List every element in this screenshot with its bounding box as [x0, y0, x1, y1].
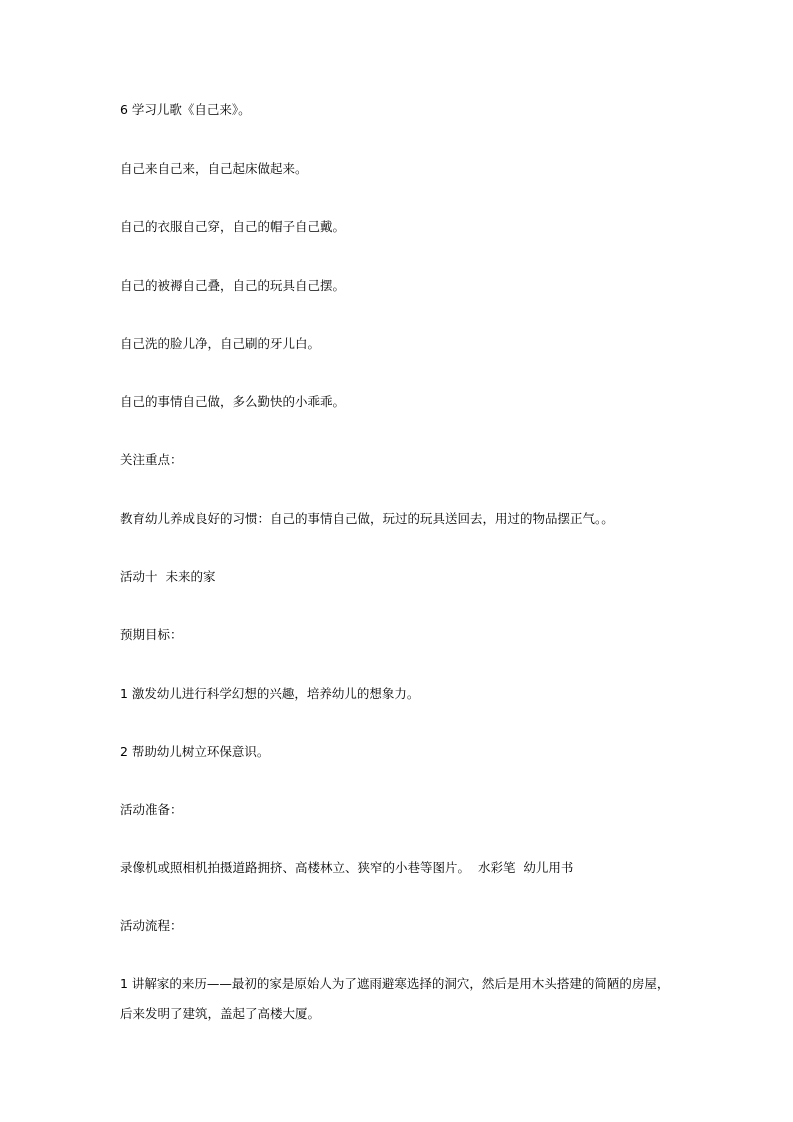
paragraph-song-line-5: 自己的事情自己做，多么勤快的小乖乖。: [120, 394, 346, 409]
paragraph-focus-content: 教育幼儿养成良好的习惯：自己的事情自己做，玩过的玩具送回去，用过的物品摆正气。。: [120, 511, 614, 526]
paragraph-preparation-content: 录像机或照相机拍摄道路拥挤、高楼林立、狭窄的小巷等图片。 水彩笔 幼儿用书: [120, 860, 574, 875]
paragraph-goal-2: 2 帮助幼儿树立环保意识。: [120, 744, 270, 759]
paragraph-song-line-1: 自己来自己来，自己起床做起来。: [120, 161, 308, 176]
heading-activity-ten: 活动十 未来的家: [120, 569, 216, 584]
paragraph-goal-1: 1 激发幼儿进行科学幻想的兴趣，培养幼儿的想象力。: [120, 686, 420, 701]
paragraph-song-line-2: 自己的衣服自己穿，自己的帽子自己戴。: [120, 219, 346, 234]
paragraph-song-title: 6 学习儿歌《自己来》。: [120, 102, 251, 117]
heading-activity-preparation: 活动准备：: [120, 802, 183, 817]
heading-expected-goals: 预期目标：: [120, 627, 183, 642]
heading-activity-process: 活动流程：: [120, 918, 183, 933]
paragraph-song-line-3: 自己的被褥自己叠，自己的玩具自己摆。: [120, 278, 346, 293]
paragraph-process-step-1: 1 讲解家的来历——最初的家是原始人为了遮雨避寒选择的洞穴，然后是用木头搭建的简陋的房屋，后来发明了建筑，盖起了高楼大厦。: [120, 976, 670, 1021]
heading-focus-points: 关注重点：: [120, 452, 183, 467]
paragraph-song-line-4: 自己洗的脸儿净，自己刷的牙儿白。: [120, 336, 321, 351]
